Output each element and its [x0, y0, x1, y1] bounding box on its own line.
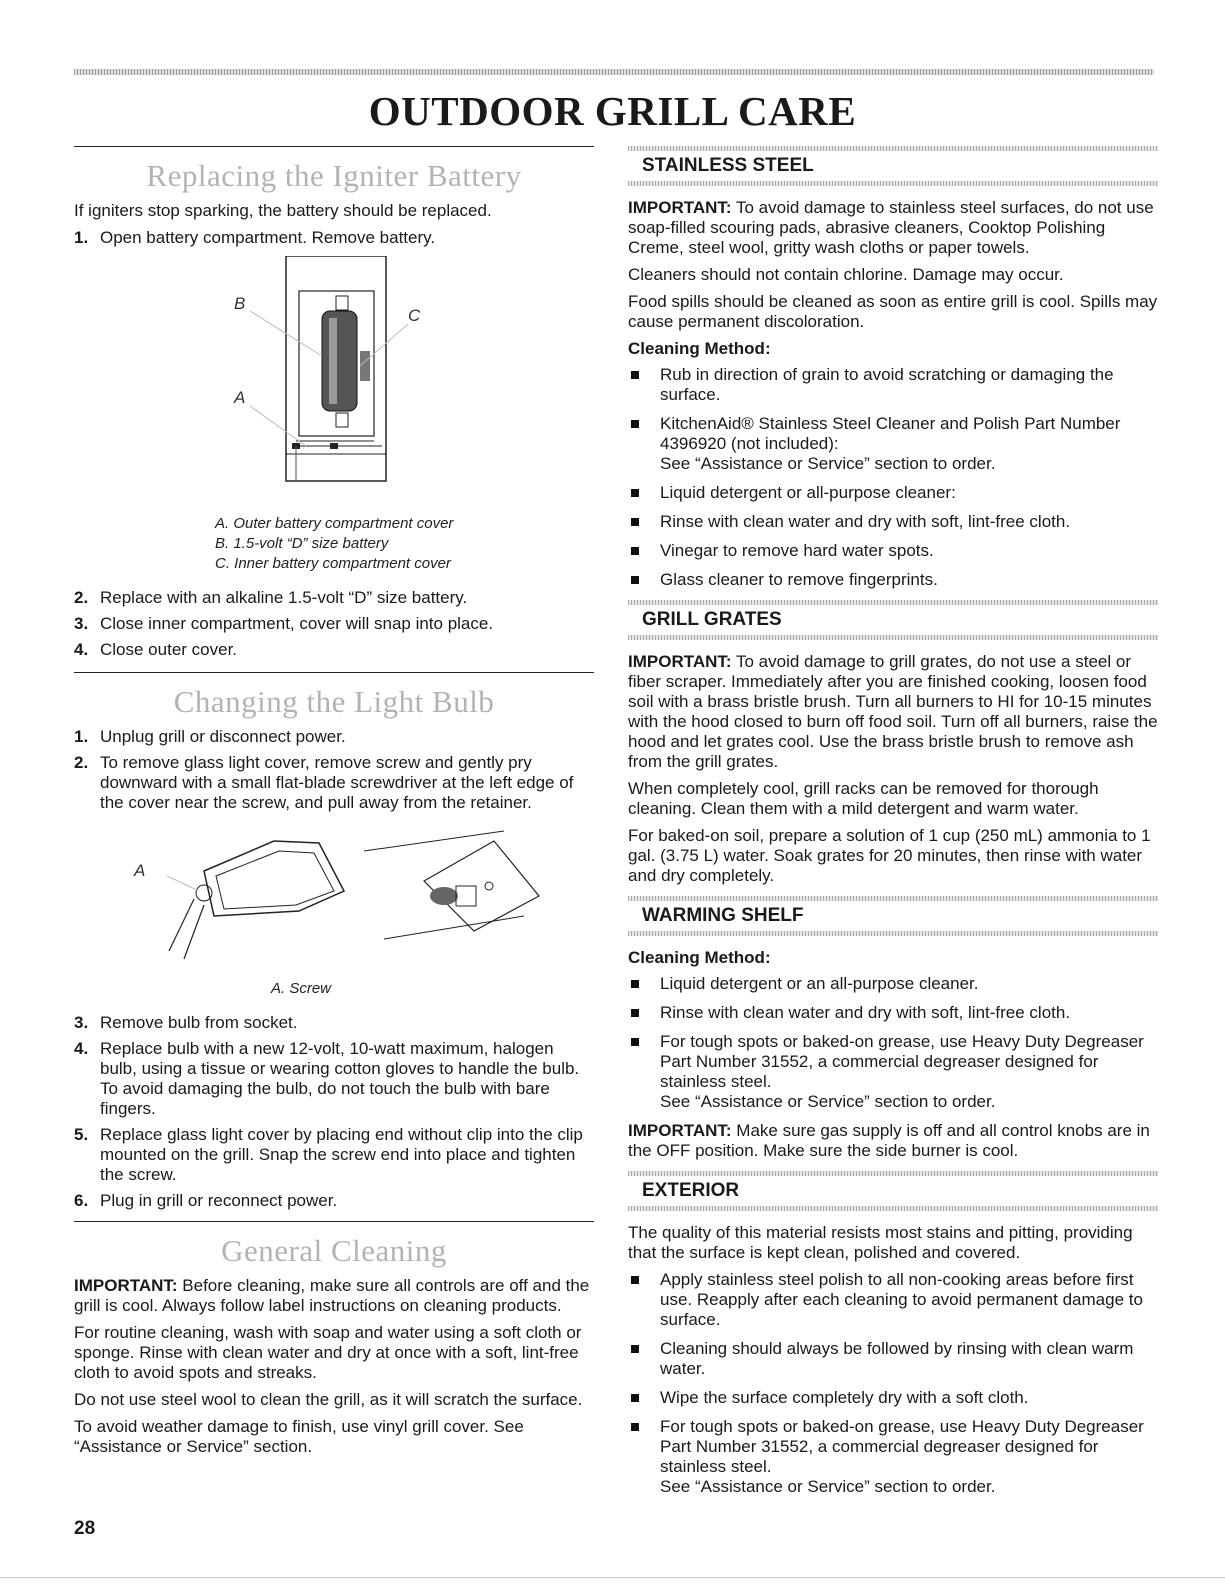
step-text: To remove glass light cover, remove screw and gently pry downward with a small flat-blade screwdriver at the left edge of the cover near the screw, and pull away from the retainer.	[100, 753, 574, 812]
right-column	[628, 146, 1158, 1506]
step-number: 6.	[74, 1191, 89, 1210]
igniter-heading: Replacing the Igniter Battery	[146, 158, 522, 193]
figure-caption: A. Screw	[271, 980, 332, 997]
list-item	[74, 640, 594, 660]
stainless-heading-bar	[628, 146, 1158, 186]
important-label: IMPORTANT:	[74, 1276, 178, 1295]
step-number: 4.	[74, 1039, 89, 1058]
exterior-bullets	[628, 1270, 1158, 1497]
left-column	[74, 146, 594, 1464]
important-text: Before cleaning, make sure all controls are off and the grill is cool. Always follow label instructions on cleaning products.	[74, 1276, 590, 1315]
list-item: Wipe the surface completely dry with a soft cloth.	[628, 1388, 1158, 1408]
page-number: 28	[74, 1518, 96, 1539]
step-text: Replace glass light cover by placing end without clip into the clip mounted on the grill. Snap the screw end into place and tighten the screw.	[100, 1125, 583, 1184]
section-rule	[74, 146, 594, 147]
list-item: Rinse with clean water and dry with soft, lint-free cloth.	[628, 512, 1158, 532]
igniter-intro: If igniters stop sparking, the battery should be replaced.	[74, 201, 492, 220]
igniter-steps-b	[74, 588, 594, 660]
list-item: For tough spots or baked-on grease, use Heavy Duty Degreaser Part Number 31552, a commercial degreaser designed for stainless steel. See “Assistance or Service” section to order.	[628, 1417, 1158, 1497]
important-label: IMPORTANT:	[628, 198, 732, 217]
warming-heading: WARMING SHELF	[642, 905, 804, 926]
list-item: Glass cleaner to remove fingerprints.	[628, 570, 1158, 590]
stainless-p1: Cleaners should not contain chlorine. Damage may occur.	[628, 265, 1064, 284]
warming-bullets	[628, 974, 1158, 1112]
step-text: Replace bulb with a new 12-volt, 10-watt maximum, halogen bulb, using a tissue or wearing cotton gloves to handle the bulb. To avoid damaging the bulb, do not touch the bulb with bare fingers.	[100, 1039, 580, 1118]
list-item: Liquid detergent or an all-purpose cleaner.	[628, 974, 1158, 994]
bulb-steps-a	[74, 727, 594, 813]
figure-caption: B. 1.5-volt “D” size battery	[215, 535, 389, 552]
list-item: Rinse with clean water and dry with soft, lint-free cloth.	[628, 1003, 1158, 1023]
warming-heading-bar	[628, 896, 1158, 936]
exterior-heading-bar	[628, 1171, 1158, 1211]
general-heading: General Cleaning	[221, 1233, 447, 1268]
list-item: Rub in direction of grain to avoid scratching or damaging the surface.	[628, 365, 1158, 405]
important-text: Make sure gas supply is off and all control knobs are in the OFF position. Make sure the side burner is cool.	[628, 1121, 1150, 1160]
stainless-p2: Food spills should be cleaned as soon as entire grill is cool. Spills may cause permanent discoloration.	[628, 292, 1158, 331]
stainless-method: Cleaning Method:	[628, 339, 771, 358]
stainless-bullets	[628, 365, 1158, 590]
list-item	[74, 1013, 594, 1033]
step-text: Replace with an alkaline 1.5-volt “D” size battery.	[100, 588, 468, 607]
general-p3: To avoid weather damage to finish, use vinyl grill cover. See “Assistance or Service” section.	[74, 1417, 524, 1456]
list-item: Apply stainless steel polish to all non-cooking areas before first use. Reapply after each cleaning to avoid permanent damage to surface.	[628, 1270, 1158, 1330]
step-text: Close outer cover.	[100, 640, 238, 659]
warming-method: Cleaning Method:	[628, 948, 771, 967]
light-cover-figure	[74, 821, 594, 971]
list-item	[74, 727, 594, 747]
step-text: Unplug grill or disconnect power.	[100, 727, 346, 746]
important-label: IMPORTANT:	[628, 1121, 732, 1140]
important-text: To avoid damage to stainless steel surfaces, do not use soap-filled scouring pads, abrasive cleaners, Cooktop Polishing Creme, steel wool, gritty wash cloths or paper towels.	[628, 198, 1154, 257]
step-number: 2.	[74, 753, 89, 772]
stainless-heading: STAINLESS STEEL	[642, 155, 814, 176]
igniter-steps-a	[74, 228, 594, 248]
page-title: OUTDOOR GRILL CARE	[368, 88, 857, 134]
general-p1: For routine cleaning, wash with soap and water using a soft cloth or sponge. Rinse with clean water and dry at once with a soft, lint-free cloth to avoid spots and streaks.	[74, 1323, 582, 1382]
top-rule	[74, 69, 1154, 75]
important-text: To avoid damage to grill grates, do not use a steel or fiber scraper. Immediately after you are finished cooking, loosen food soil with a brass bristle brush. Turn all burners to HI for 10-15 minutes with the hood closed to burn off food soil. Turn off all burners, raise the hood and let grates cool. Use the brass bristle brush to remove ash from the grill grates.	[628, 652, 1158, 771]
step-number: 3.	[74, 1013, 89, 1032]
list-item	[74, 753, 594, 813]
stainless-important	[628, 198, 1158, 258]
light-cover-illustration	[74, 821, 594, 971]
figure-label-a: A	[234, 388, 246, 407]
list-item	[74, 1039, 594, 1119]
grates-important	[628, 652, 1158, 772]
step-number: 2.	[74, 588, 89, 607]
section-rule	[74, 1221, 594, 1222]
warming-important	[628, 1121, 1158, 1161]
list-item	[74, 588, 594, 608]
battery-figure-captions	[74, 514, 594, 574]
step-text: Remove bulb from socket.	[100, 1013, 298, 1032]
step-number: 1.	[74, 228, 89, 247]
bottom-rule	[0, 1577, 1225, 1578]
list-item: Liquid detergent or all-purpose cleaner:	[628, 483, 1158, 503]
step-text: Plug in grill or reconnect power.	[100, 1191, 338, 1210]
exterior-p1: The quality of this material resists most stains and pitting, providing that the surface is kept clean, polished and covered.	[628, 1223, 1133, 1262]
battery-compartment-illustration	[74, 256, 594, 506]
figure-label-a: A	[134, 861, 146, 880]
bulb-steps-b	[74, 1013, 594, 1211]
step-text: Open battery compartment. Remove battery.	[100, 228, 436, 247]
list-item	[74, 1125, 594, 1185]
list-item: KitchenAid® Stainless Steel Cleaner and Polish Part Number 4396920 (not included): See “Assistance or Service” section to order.	[628, 414, 1158, 474]
step-number: 1.	[74, 727, 89, 746]
figure-caption: C. Inner battery compartment cover	[215, 555, 451, 572]
list-item: Cleaning should always be followed by rinsing with clean warm water.	[628, 1339, 1158, 1379]
general-important	[74, 1276, 594, 1316]
section-rule	[74, 672, 594, 673]
step-text: Close inner compartment, cover will snap into place.	[100, 614, 494, 633]
grates-heading: GRILL GRATES	[642, 609, 782, 630]
bulb-heading: Changing the Light Bulb	[173, 684, 495, 719]
step-number: 4.	[74, 640, 89, 659]
grates-p2: For baked-on soil, prepare a solution of 1 cup (250 mL) ammonia to 1 gal. (3.75 L) water. Soak grates for 20 minutes, then rinse with water and dry completely.	[628, 826, 1151, 885]
grates-p1: When completely cool, grill racks can be removed for thorough cleaning. Clean them with a mild detergent and warm water.	[628, 779, 1099, 818]
figure-caption: A. Outer battery compartment cover	[215, 515, 454, 532]
step-number: 5.	[74, 1125, 89, 1144]
list-item	[74, 614, 594, 634]
grates-heading-bar	[628, 600, 1158, 640]
important-label: IMPORTANT:	[628, 652, 732, 671]
battery-figure	[74, 256, 594, 506]
list-item: Vinegar to remove hard water spots.	[628, 541, 1158, 561]
general-p2: Do not use steel wool to clean the grill, as it will scratch the surface.	[74, 1390, 583, 1409]
exterior-heading: EXTERIOR	[642, 1180, 740, 1201]
list-item: For tough spots or baked-on grease, use Heavy Duty Degreaser Part Number 31552, a commercial degreaser designed for stainless steel. See “Assistance or Service” section to order.	[628, 1032, 1158, 1112]
figure-label-c: C	[408, 306, 421, 325]
figure-label-b: B	[234, 294, 246, 313]
step-number: 3.	[74, 614, 89, 633]
list-item	[74, 1191, 594, 1211]
list-item	[74, 228, 594, 248]
